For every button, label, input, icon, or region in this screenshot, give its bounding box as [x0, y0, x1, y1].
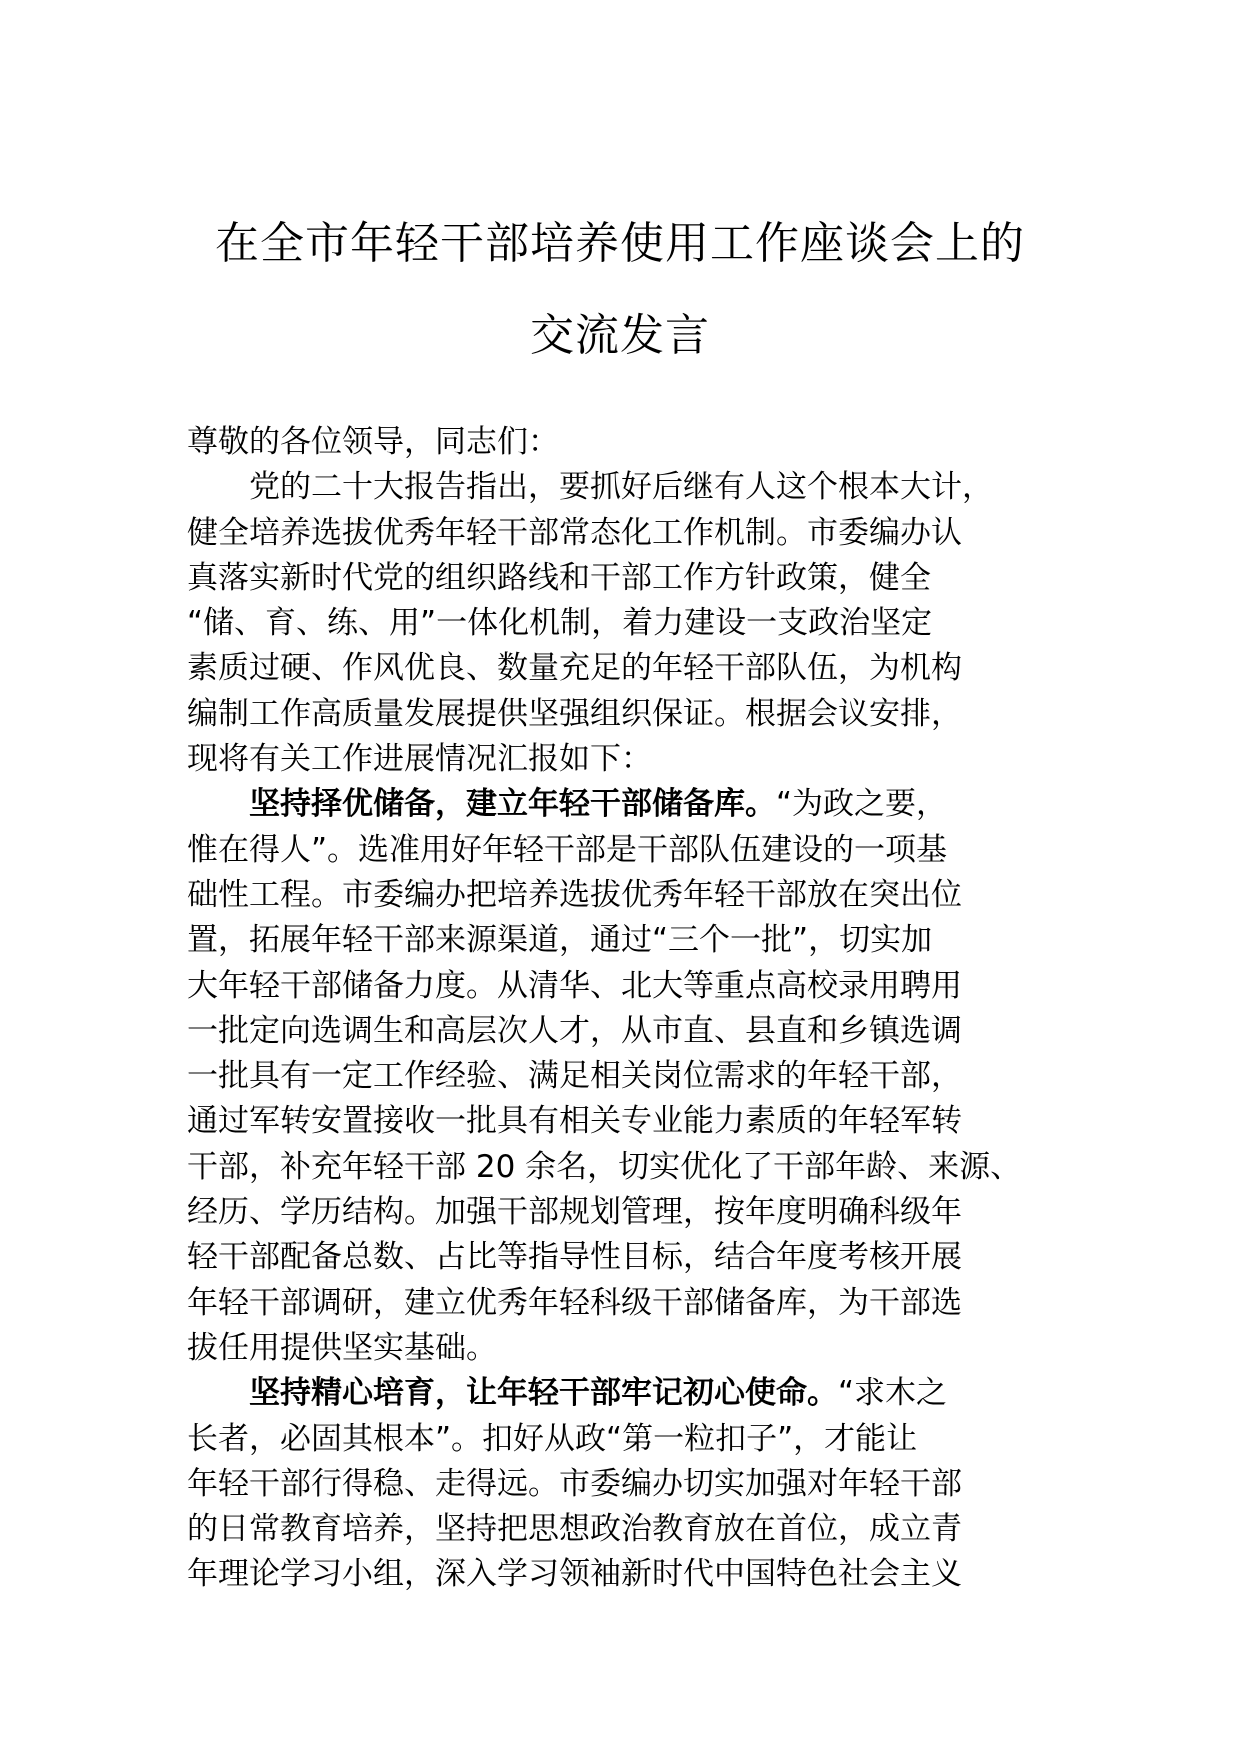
section-1-line: 惟在得人”。选准用好年轻干部是干部队伍建设的一项基	[187, 831, 948, 868]
section-1-quote-start: “为政之要，	[776, 786, 948, 823]
section-1-line: 通过军转安置接收一批具有相关专业能力素质的年轻军转	[187, 1103, 962, 1140]
paragraph-1-line: 健全培养选拔优秀年轻干部常态化工作机制。市委编办认	[187, 514, 962, 551]
paragraph-1-line: 党的二十大报告指出，要抓好后继有人这个根本大计，	[249, 469, 993, 506]
section-1-line: 轻干部配备总数、占比等指导性目标，结合年度考核开展	[187, 1239, 962, 1276]
section-2-quote-start: “求木之	[838, 1375, 948, 1412]
section-2-first-line	[187, 1371, 1067, 1416]
section-2-line: 年理论学习小组，深入学习领袖新时代中国特色社会主义	[187, 1556, 962, 1593]
section-1-line: 干部，补充年轻干部 20 余名，切实优化了干部年龄、来源、	[187, 1148, 1022, 1185]
section-1-first-line	[187, 782, 1067, 827]
section-1-heading: 坚持择优储备，建立年轻干部储备库。	[249, 786, 776, 823]
section-2-line: 年轻干部行得稳、走得远。市委编办切实加强对年轻干部	[187, 1465, 962, 1502]
paragraph-1-line: 现将有关工作进展情况汇报如下：	[187, 741, 652, 778]
document-body	[187, 420, 1067, 1598]
section-1-line: 础性工程。市委编办把培养选拔优秀年轻干部放在突出位	[187, 876, 962, 913]
section-1-line: 年轻干部调研，建立优秀年轻科级干部储备库，为干部选	[187, 1284, 962, 1321]
document-title-line-1: 在全市年轻干部培养使用工作座谈会上的	[215, 218, 1025, 269]
paragraph-1-line: 素质过硬、作风优良、数量充足的年轻干部队伍，为机构	[187, 650, 962, 687]
section-2-line: 长者，必固其根本”。扣好从政“第一粒扣子”，才能让	[187, 1420, 918, 1457]
section-2-heading: 坚持精心培育，让年轻干部牢记初心使命。	[249, 1375, 838, 1412]
paragraph-1-line: 真落实新时代党的组织路线和干部工作方针政策，健全	[187, 559, 931, 596]
section-1-line: 一批定向选调生和高层次人才，从市直、县直和乡镇选调	[187, 1012, 962, 1049]
section-1-line: 一批具有一定工作经验、满足相关岗位需求的年轻干部，	[187, 1058, 962, 1095]
section-2-line: 的日常教育培养，坚持把思想政治教育放在首位，成立青	[187, 1511, 962, 1548]
paragraph-1-line: 编制工作高质量发展提供坚强组织保证。根据会议安排，	[187, 695, 962, 732]
section-1-line: 经历、学历结构。加强干部规划管理，按年度明确科级年	[187, 1194, 962, 1231]
section-1-line: 置，拓展年轻干部来源渠道，通过“三个一批”，切实加	[187, 922, 933, 959]
section-1-line: 拔任用提供坚实基础。	[187, 1329, 497, 1366]
section-1-line: 大年轻干部储备力度。从清华、北大等重点高校录用聘用	[187, 967, 962, 1004]
document-title-line-2: 交流发言	[530, 310, 710, 361]
paragraph-1-line: “储、育、练、用”一体化机制，着力建设一支政治坚定	[187, 605, 933, 642]
salutation: 尊敬的各位领导，同志们：	[187, 424, 559, 460]
